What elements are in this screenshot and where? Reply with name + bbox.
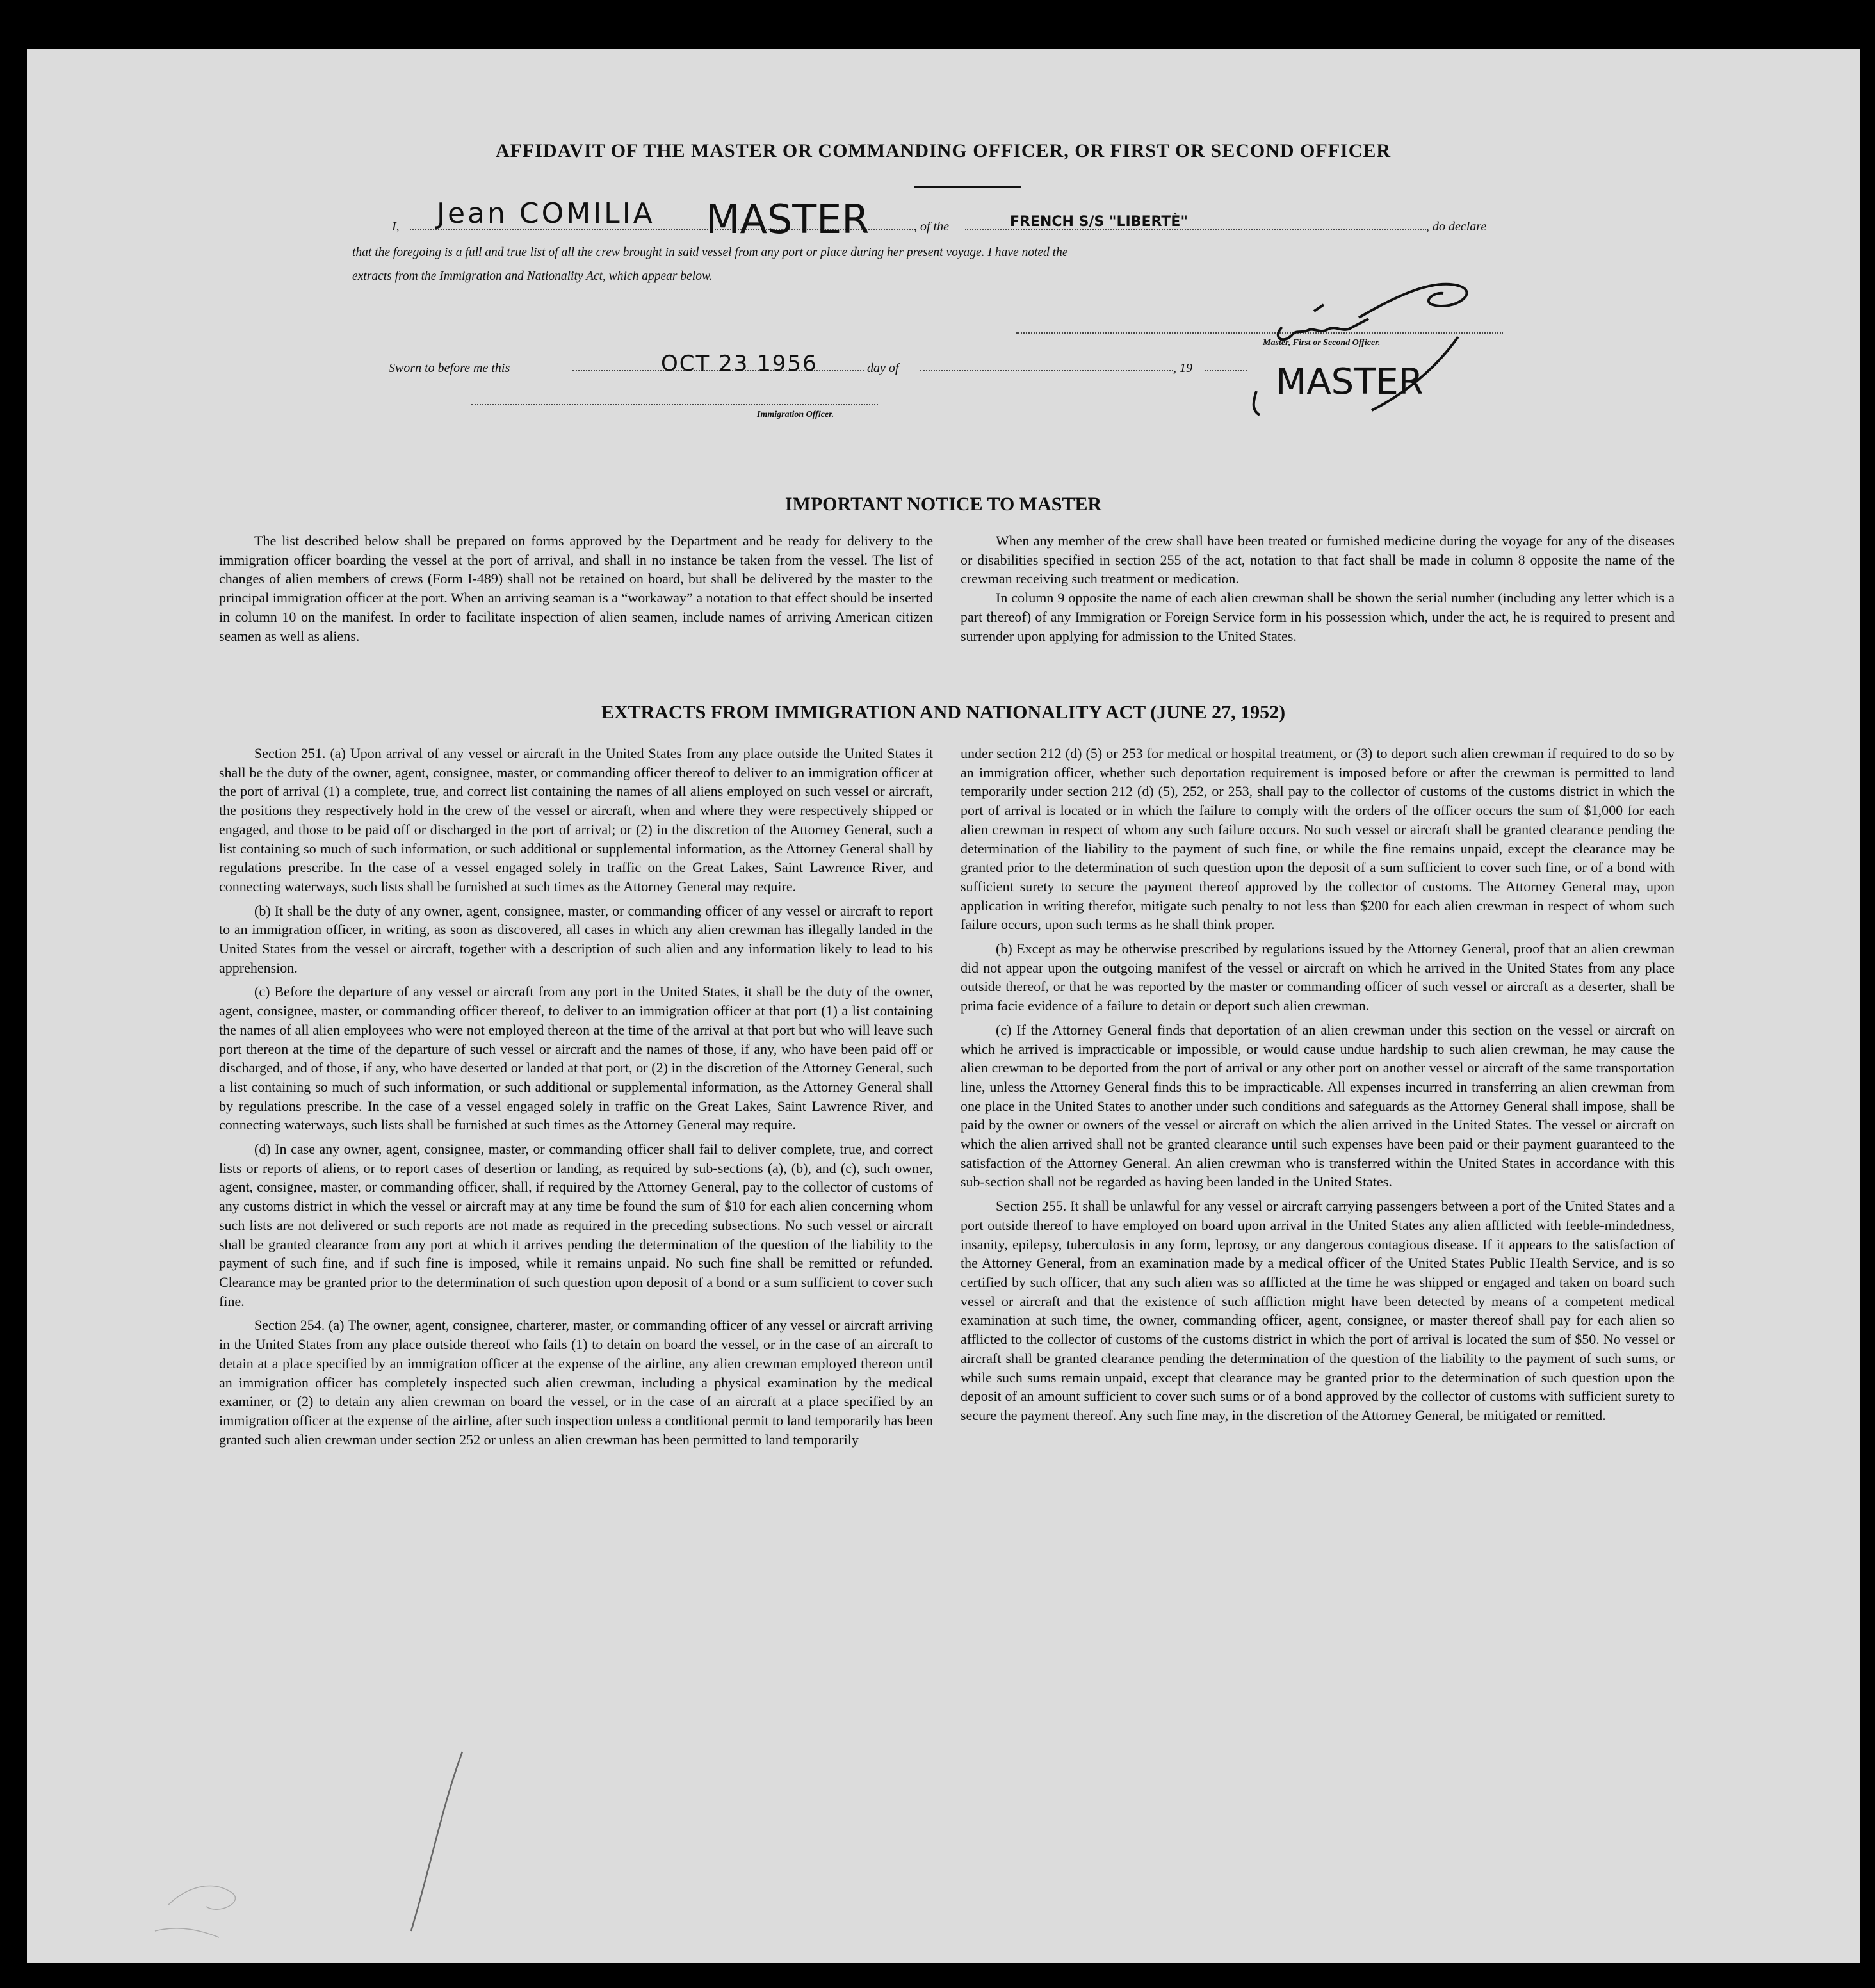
act-paragraph: Section 255. It shall be unlawful for any vessel or aircraft carrying passengers between a port of the United States and a port outside thereof to have employed on board upon arrival in the United States any alien afflicted with feeble-mindedness, insanity, epilepsy, tuberculosis in any form, leprosy, or any dangerous contagious disease. If it appears to the satisfaction of the Attorney General, from an examination made by a medical officer of the United States Public Health Service, and is so certified by such officer, that any such alien was so afflicted at the time he was shipped or engaged and taken on board such vessel or aircraft and that the existence of such affliction might have been detected by means of a competent medical examination at such time, the owner, commanding officer, agent, consignee, or master thereof shall pay for each alien so afflicted to the collector of customs of the customs district in which the port of arrival is located the sum of $50. No vessel or aircraft shall be granted clearance pending the determination of the question of the liability to the payment of such sums, or while such sums remain unpaid, except that clearance may be granted prior to the determination of such question upon the deposit of an amount sufficient to cover such sums or of a bond approved by the collector of customs with sufficient surety to secure the payment thereof. Any such fine may, in the discretion of the Attorney General, be mitigated or remitted.	[961, 1198, 1675, 1423]
notice-paragraph: In column 9 opposite the name of each alien crewman shall be shown the serial number (including any letter which is a part thereof) of any Immigration or Foreign Service form in his possession which, under the act, he is required to present and surrender upon applying for admission to the United States.	[961, 590, 1675, 644]
master-signature	[1212, 266, 1545, 439]
notice-right-column	[961, 531, 1675, 651]
act-paragraph: Section 251. (a) Upon arrival of any vessel or aircraft in the United States from any place outside the United States it shall be the duty of the owner, agent, consignee, master, or commanding officer thereof to deliver to an immigration officer at the port of arrival (1) a complete, true, and correct list containing the names of all aliens employed on such vessel or aircraft, the positions they respectively hold in the crew of the vessel or aircraft, when and where they were respectively shipped or engaged, and those to be paid off or discharged in the port of arrival; or (2) in the discretion of the Attorney General, such a list containing so much of such information, or such additional or supplemental information, as the Attorney General shall by regulations prescribe. In the case of a vessel engaged solely in traffic on the Great Lakes, Saint Lawrence River, and connecting waterways, such lists shall be furnished at such times as the Attorney General may require.	[219, 745, 933, 894]
signer-title-stamp: MASTER	[1276, 361, 1424, 403]
sworn-prefix: Sworn to before me this	[389, 361, 510, 375]
notice-left-column	[219, 531, 933, 651]
extracts-left-column	[219, 744, 933, 1454]
signer-caption: Master, First or Second Officer.	[1263, 338, 1381, 348]
act-paragraph: (b) Except as may be otherwise prescribed by regulations issued by the Attorney General, proof that an alien crewman did not appear upon the outgoing manifest of the vessel or aircraft on which he arrived in the United States from any place outside thereof, or that he was reported by the master or commanding officer of such vessel or aircraft as a deserter, shall be prima facie evidence of a failure to detain or deport such alien crewman.	[961, 941, 1675, 1014]
declare-suffix: , do declare	[1426, 220, 1487, 234]
notice-paragraph: The list described below shall be prepared on forms approved by the Department and be ready for delivery to the immigration officer boarding the vessel at the port of arrival, and shall in no instance be taken from the vessel. The list of changes of alien members of crews (Form I-489) shall not be retained on board, but shall be delivered by the master to the principal immigration officer at the port. When an arriving seaman is a “workaway” a notation to that effect should be inserted in column 10 on the manifest. In order to facilitate inspection of alien seamen, include names of arriving American citizen seamen as well as aliens.	[219, 533, 933, 644]
master-name: Jean COMILIA	[437, 197, 655, 230]
act-paragraph: (b) It shall be the duty of any owner, agent, consignee, master, or commanding officer of any vessel or aircraft to report to an immigration officer, in writing, as soon as discovered, all cases in which any alien crewman has illegally landed in the United States from the vessel or aircraft, together with a description of such alien and any information likely to lead to his apprehension.	[219, 902, 933, 976]
document-page	[27, 49, 1860, 1963]
act-paragraph: Section 254. (a) The owner, agent, consignee, charterer, master, or commanding officer of any vessel or aircraft arriving in the United States from any place outside thereof who fails (1) to detain on board the vessel, or in the case of an aircraft to detain at a place specified by an immigration officer at the expense of the airline, any alien crewman employed thereon until an immigration officer has completely inspected such alien crewman, including a physical examination by the medical examiner, or (2) to detain any alien crewman on board the vessel, or in the case of an aircraft at a place specified by an immigration officer at the expense of the airline, after such inspection unless a conditional permit to land temporarily has been granted such alien crewman under section 252 or unless an alien crewman has been permitted to land temporarily	[219, 1317, 933, 1448]
of-the-label: , of the	[914, 220, 949, 234]
declare-prefix: I,	[392, 220, 400, 234]
day-of-label: day of	[867, 361, 899, 375]
affidavit-title: AFFIDAVIT OF THE MASTER OR COMMANDING OFFICER, OR FIRST OR SECOND OFFICER	[495, 140, 1392, 161]
act-paragraph: under section 212 (d) (5) or 253 for medical or hospital treatment, or (3) to deport such alien crewman if required to do so by an immigration officer, whether such deportation requirement is imposed before or after the crewman is permitted to land temporarily under section 212 (d) (5), 252, or 253, shall pay to the collector of customs of the customs district in which the port of arrival is located or in which the failure to comply with the orders of the officer occurs the sum of $1,000 for each alien crewman in respect of whom any such failure occurs. No such vessel or aircraft shall be granted clearance pending the determination of the liability to the payment of such fine, or while the fine remains unpaid, except the clearance may be granted prior to the determination of such question upon the deposit of a sum sufficient to cover such fine, or of a bond with sufficient surety to secure the payment thereof approved by the collector of customs. The Attorney General may, upon application in writing therefor, mitigate such penalty to not less than $200 for each alien crewman in respect of whom such failure occurs, upon such terms as he shall think proper.	[961, 745, 1675, 933]
extracts-title: EXTRACTS FROM IMMIGRATION AND NATIONALITY ACT (JUNE 27, 1952)	[601, 702, 1286, 723]
act-paragraph: (c) Before the departure of any vessel or aircraft from any port in the United States, it shall be the duty of the owner, agent, consignee, master, or commanding officer thereof, to deliver to an immigration officer at that port (1) a list containing the names of all alien employees who were not employed thereon at the time of the arrival at that port but who will leave such port thereon at the time of the departure of such vessel or aircraft and the names of those, if any, who have been paid off or discharged, and of those, if any, who have deserted or landed at that port, or (2) in the discretion of the Attorney General, such a list containing so much of such information, or such additional or supplemental information, as the Attorney General shall by regulations prescribe. In the case of a vessel engaged solely in traffic on the Great Lakes, Saint Lawrence River, and connecting waterways, such lists shall be furnished at such times as the Attorney General may require.	[219, 983, 933, 1133]
notice-paragraph: When any member of the crew shall have been treated or furnished medicine during the voyage for any of the diseases or disabilities specified in section 255 of the act, notation to that fact shall be made in column 8 opposite the name of the crewman receiving such treatment or medication.	[961, 533, 1675, 587]
title-underline	[914, 186, 1021, 188]
officer-signature-line	[471, 404, 878, 405]
vessel-name: FRENCH S/S "LIBERTÈ"	[1010, 214, 1188, 230]
month-line	[920, 370, 1173, 371]
extracts-right-column	[961, 744, 1675, 1430]
act-paragraph: (c) If the Attorney General finds that deportation of an alien crewman under this section on the vessel or aircraft on which he arrived is impracticable or impossible, or would cause undue hardship to such alien crewman, he may cause the alien crewman to be deported from the port of arrival or any other port on another vessel or aircraft of the same transportation line, unless the Attorney General finds this to be impracticable. All expenses incurred in transferring an alien crewman from one place in the United States to another under such conditions and safeguards as the Attorney General shall impose, shall be paid by the owner or owners of the vessel or aircraft on which the alien arrived in the United States. The vessel or aircraft on which the alien arrived shall not be granted clearance until such expenses have been paid or their payment guaranteed to the satisfaction of the Attorney General. An alien crewman who is transferred within the United States in accordance with this sub-section shall not be regarded as having been landed in the United States.	[961, 1021, 1675, 1190]
declare-line-3: extracts from the Immigration and Nationality Act, which appear below.	[352, 270, 713, 283]
pencil-marks	[142, 1739, 501, 1950]
notice-title: IMPORTANT NOTICE TO MASTER	[784, 494, 1102, 515]
act-paragraph: (d) In case any owner, agent, consignee, master, or commanding officer shall fail to deliver complete, true, and correct lists or reports of aliens, or to report cases of desertion or landing, as required by sub-sections (a), (b), and (c), such owner, agent, consignee, master, or commanding officer, shall, if required by the Attorney General, pay to the collector of customs of any customs district in which the vessel or aircraft may at any time be found the sum of $10 for each alien concerning whom such lists are not delivered or such reports are not made as required in the preceding subsections. No such vessel or aircraft shall be granted clearance from any port at which it arrives pending the determination of the question of the liability to the payment of such fine, and if such fine is imposed, while it remains unpaid. No such fine shall be remitted or refunded. Clearance may be granted prior to the determination of such question upon deposit of a bond or a sum sufficient to cover such fine.	[219, 1141, 933, 1309]
year-prefix: , 19	[1173, 361, 1192, 375]
officer-caption: Immigration Officer.	[757, 410, 834, 419]
declare-line-2: that the foregoing is a full and true list of all the crew brought in said vessel from any port or place during her present voyage. I have noted the	[352, 246, 1068, 259]
master-rank-stamp: MASTER	[706, 196, 870, 243]
date-stamp: OCT 23 1956	[661, 351, 818, 376]
year-line	[1205, 370, 1247, 371]
